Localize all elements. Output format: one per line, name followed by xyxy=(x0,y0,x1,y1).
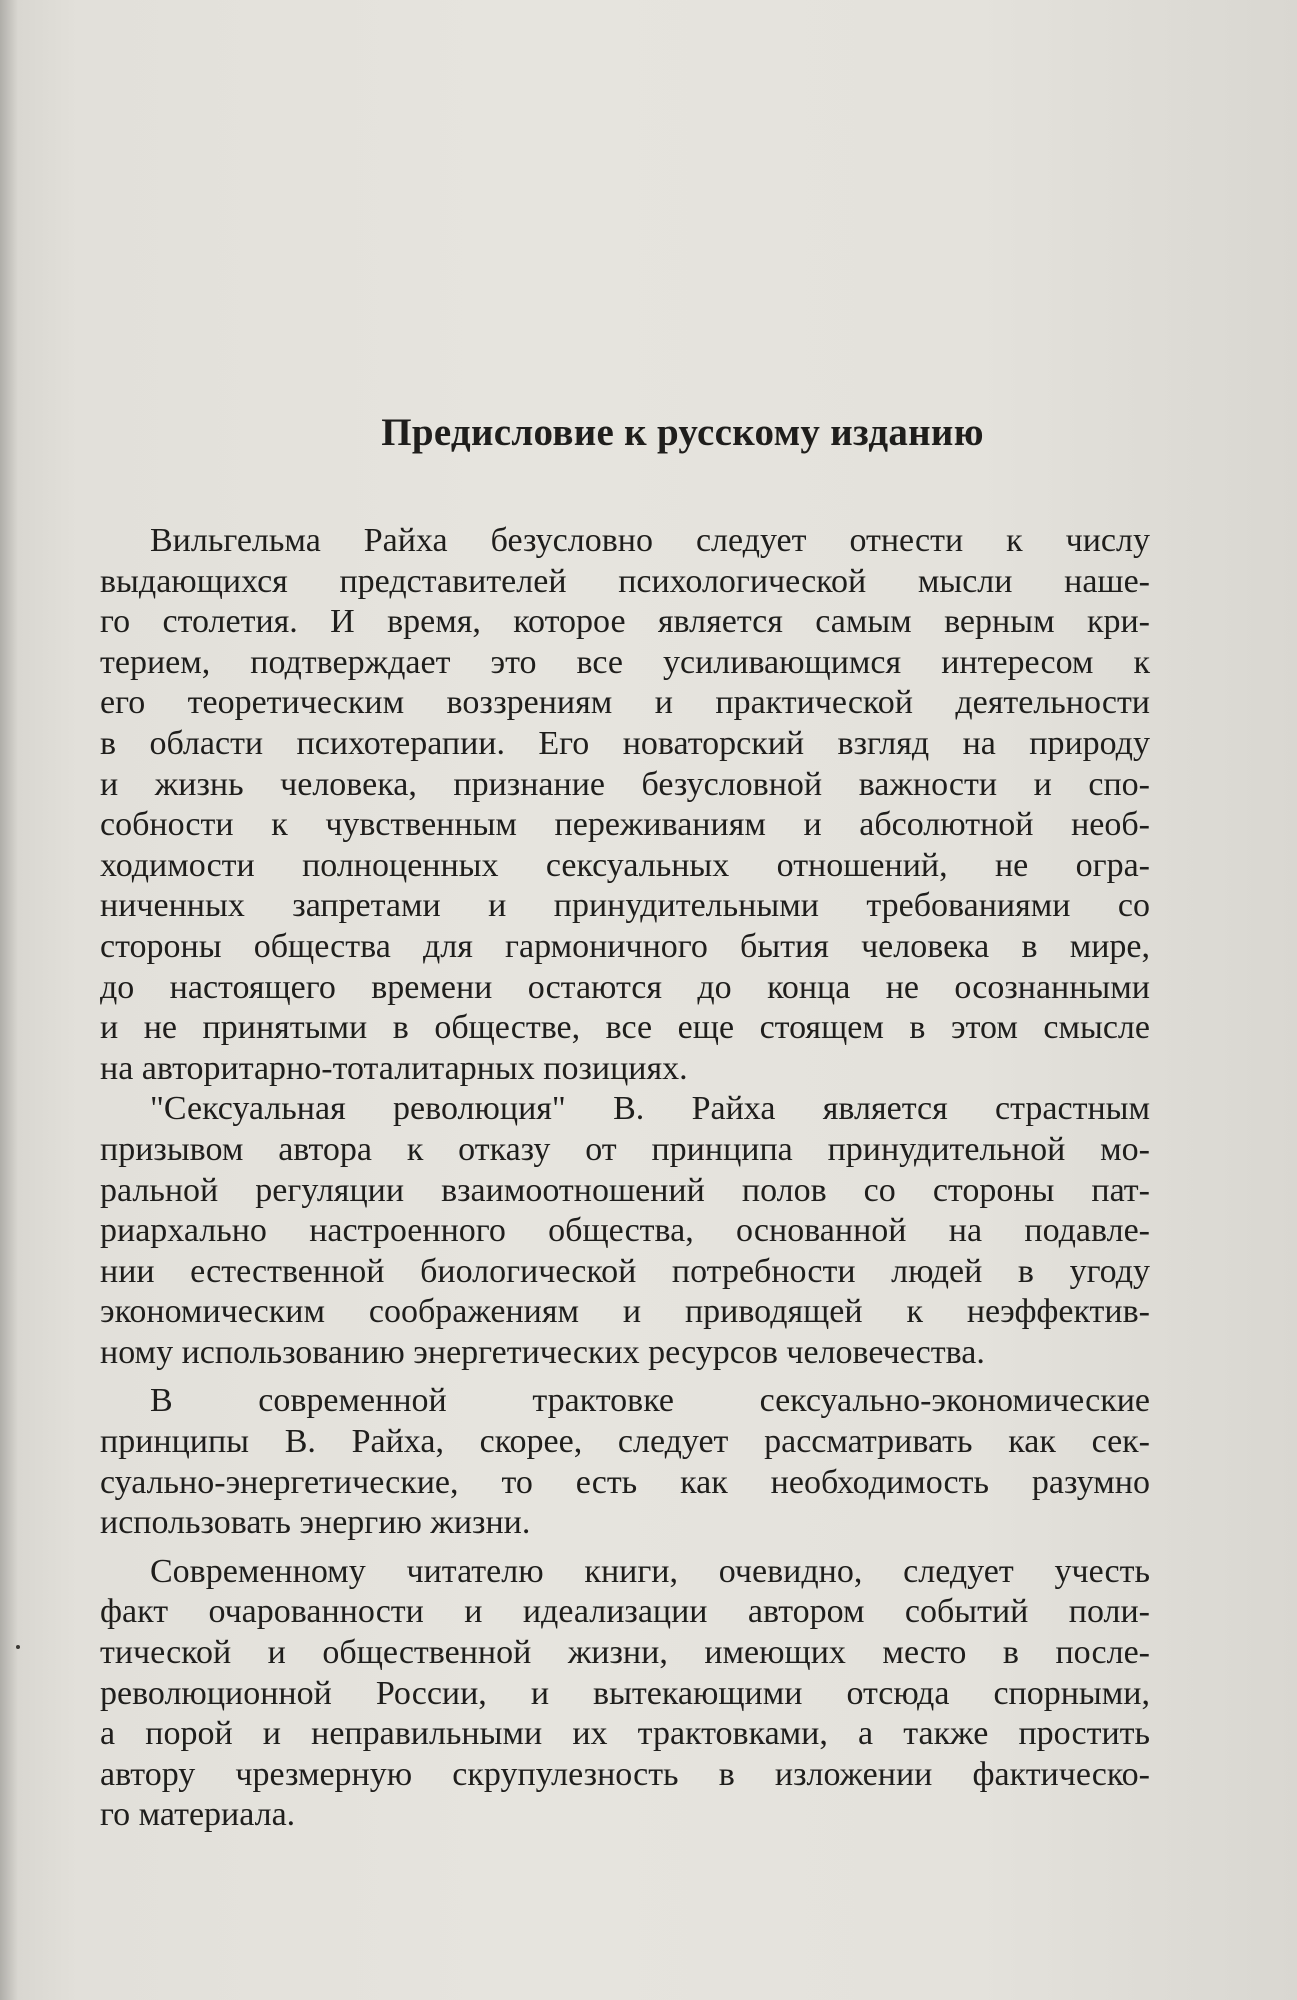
text-line: призывом автора к отказу от принципа принудительной мо- xyxy=(100,1130,1150,1168)
text-line: "Сексуальная революция" В. Райха является страстным xyxy=(150,1090,1150,1128)
text-line: в области психотерапии. Его новаторский взгляд на природу xyxy=(100,724,1150,762)
text-line: терием, подтверждает это все усиливающимся интересом к xyxy=(100,643,1150,681)
paragraph-4 xyxy=(100,1552,1150,1836)
text-line: ральной регуляции взаимоотношений полов со стороны пат- xyxy=(100,1171,1150,1209)
text-line: Вильгельма Райха безусловно следует отнести к числу xyxy=(150,522,1150,559)
text-line: использовать энергию жизни. xyxy=(100,1504,531,1542)
paragraph-1 xyxy=(100,521,1150,1089)
text-line: революционной России, и вытекающими отсюда спорными, xyxy=(100,1674,1150,1712)
text-line: принципы В. Райха, скорее, следует рассматривать как сек- xyxy=(100,1423,1150,1461)
text-line: а порой и неправильными их трактовками, а также простить xyxy=(100,1715,1150,1753)
paragraph-2 xyxy=(100,1089,1150,1373)
page-speck xyxy=(16,1645,20,1649)
text-line: выдающихся представителей психологической мысли наше- xyxy=(100,562,1150,600)
page-edge-shadow xyxy=(0,0,18,2000)
text-line: стороны общества для гармоничного бытия человека в мире, xyxy=(100,927,1150,965)
paragraph-gap xyxy=(100,1544,1150,1552)
text-line: и жизнь человека, признание безусловной важности и спо- xyxy=(100,765,1150,803)
text-line: нии естественной биологической потребности людей в угоду xyxy=(100,1252,1150,1290)
text-line: тической и общественной жизни, имеющих место в после- xyxy=(100,1634,1150,1672)
text-line: автору чрезмерную скрупулезность в изложении фактическо- xyxy=(100,1755,1150,1793)
text-line: факт очарованности и идеализации автором событий поли- xyxy=(100,1593,1150,1631)
text-line: собности к чувственным переживаниям и абсолютной необ- xyxy=(100,806,1150,844)
page-content xyxy=(100,405,1150,1836)
text-line: В современной трактовке сексуально-экономические xyxy=(150,1382,1150,1420)
text-line: до настоящего времени остаются до конца не осознанными xyxy=(100,968,1150,1006)
text-line: на авторитарно-тоталитарных позициях. xyxy=(100,1049,688,1087)
text-line: суально-энергетические, то есть как необходимость разумно xyxy=(100,1463,1150,1501)
text-line: го столетия. И время, которое является самым верным кри- xyxy=(100,603,1150,641)
text-line: Современному читателю книги, очевидно, следует учесть xyxy=(150,1552,1150,1590)
text-line: го материала. xyxy=(100,1796,296,1834)
text-line: и не принятыми в обществе, все еще стоящем в этом смысле xyxy=(100,1009,1150,1047)
text-line: его теоретическим воззрениям и практической деятельности xyxy=(100,684,1150,722)
page-title: Предисловие к русскому изданию xyxy=(381,411,984,454)
paragraph-3 xyxy=(100,1381,1150,1543)
text-line: ниченных запретами и принудительными требованиями со xyxy=(100,887,1150,925)
text-line: риархально настроенного общества, основанной на подавле- xyxy=(100,1212,1150,1250)
paragraph-gap xyxy=(100,1373,1150,1381)
text-line: ходимости полноценных сексуальных отношений, не огра- xyxy=(100,846,1150,884)
text-line: ному использованию энергетических ресурсов человечества. xyxy=(100,1333,985,1371)
text-line: экономическим соображениям и приводящей к неэффектив- xyxy=(100,1293,1150,1331)
